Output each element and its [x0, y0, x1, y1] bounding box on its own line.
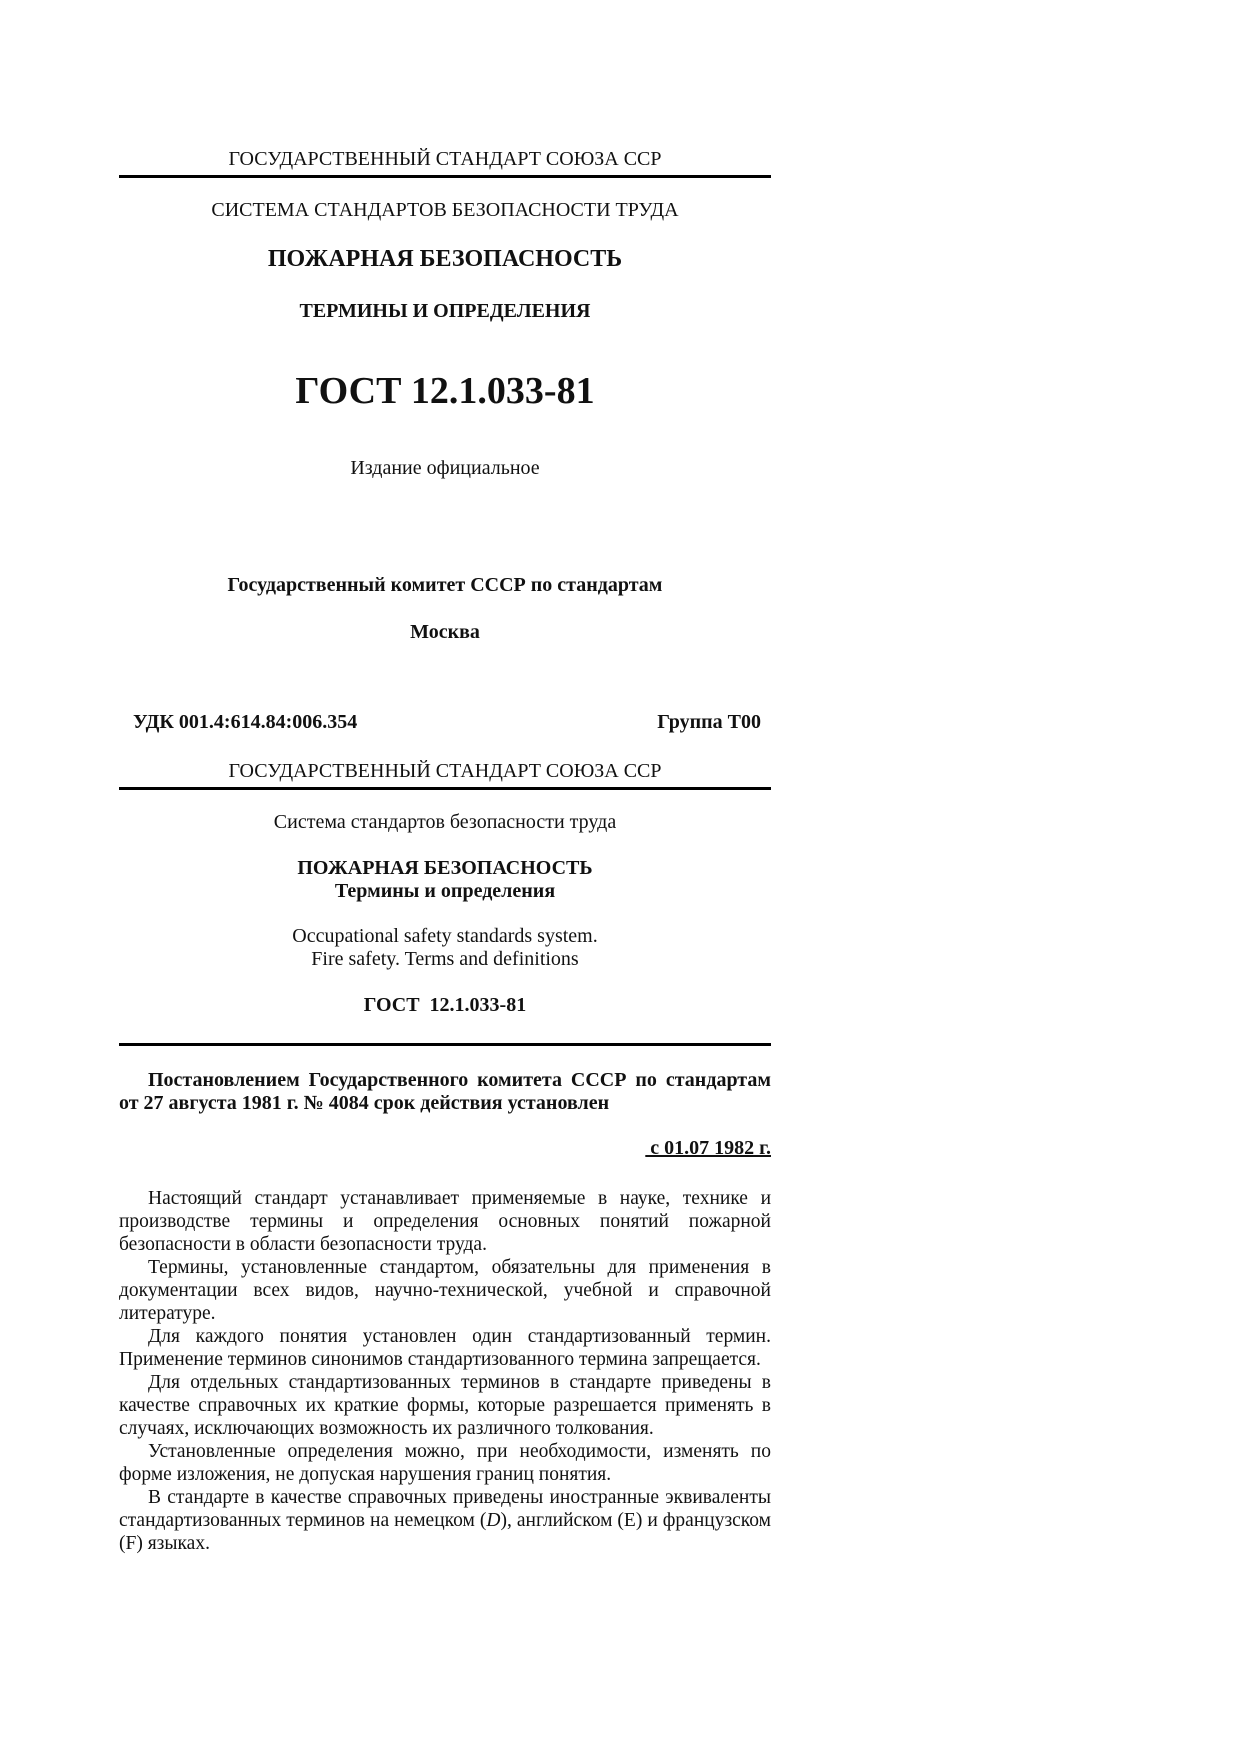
paragraph-1: Настоящий стандарт устанавливает применяемые в науке, технике и производстве термины и определения основных понятий пожарной безопасности в области безопасности труда.: [119, 1188, 771, 1255]
decree-text: Постановлением Государственного комитета СССР по стандартам от 27 августа 1981 г. № 4084 срок действия установлен: [119, 1069, 771, 1114]
header-state-standard: ГОСУДАРСТВЕННЫЙ СТАНДАРТ СОЮЗА ССР: [228, 760, 662, 782]
group-code: Группа Т00: [657, 711, 761, 733]
header-title-block: [119, 857, 771, 903]
header-subtitle: Термины и определения: [334, 880, 556, 902]
header-divider: [119, 787, 771, 790]
paragraph-3: Для каждого понятия установлен один стандартизованный термин. Применение терминов синонимов стандартизованного термина запрещается.: [119, 1326, 771, 1370]
body-text: [119, 1187, 771, 1555]
decree-date: с 01.07 1982 г.: [645, 1137, 771, 1159]
english-title-block: [119, 925, 771, 971]
paragraph-4: Для отдельных стандартизованных терминов в стандарте приведены в качестве справочных их краткие формы, которые разрешается применять в случаях, исключающих возможность их различного толкования.: [119, 1372, 771, 1439]
paragraph-6-end: ), английском (Е) и французском (F) языках.: [119, 1510, 772, 1554]
cover-system: СИСТЕМА СТАНДАРТОВ БЕЗОПАСНОСТИ ТРУДА: [211, 199, 679, 221]
udc-row: [133, 711, 761, 734]
cover-title: ПОЖАРНАЯ БЕЗОПАСНОСТЬ: [267, 246, 623, 272]
cover-city: Москва: [410, 621, 480, 643]
paragraph-5: Установленные определения можно, при необходимости, изменять по форме изложения, не допуская нарушения границ понятия.: [119, 1441, 771, 1485]
header-gost-number: ГОСТ 12.1.033-81: [363, 994, 527, 1016]
paragraph-6: [119, 1486, 771, 1555]
cover-subtitle: ТЕРМИНЫ И ОПРЕДЕЛЕНИЯ: [299, 300, 591, 322]
header-title: ПОЖАРНАЯ БЕЗОПАСНОСТЬ: [297, 857, 593, 879]
cover-state-standard: ГОСУДАРСТВЕННЫЙ СТАНДАРТ СОЮЗА ССР: [228, 148, 662, 170]
decree-divider: [119, 1043, 771, 1046]
english-title-line2: Fire safety. Terms and definitions: [311, 948, 579, 970]
english-title-line1: Occupational safety standards system.: [292, 925, 598, 947]
cover-gost-number: ГОСТ 12.1.033-81: [295, 370, 595, 412]
cover-divider: [119, 175, 771, 178]
header-system: Система стандартов безопасности труда: [273, 811, 617, 833]
cover-edition: Издание официальное: [350, 457, 540, 479]
udc-code: УДК 001.4:614.84:006.354: [133, 711, 358, 733]
paragraph-6-start: В стандарте в качестве справочных приведены иностранные эквиваленты стандартизованных терминов на немецком (: [119, 1487, 771, 1531]
cover-committee: Государственный комитет СССР по стандартам: [227, 574, 663, 596]
paragraph-2: Термины, установленные стандартом, обязательны для применения в документации всех видов, научно-технической, учебной и справочной литературе.: [119, 1257, 771, 1324]
paragraph-6-d: D: [486, 1510, 501, 1531]
